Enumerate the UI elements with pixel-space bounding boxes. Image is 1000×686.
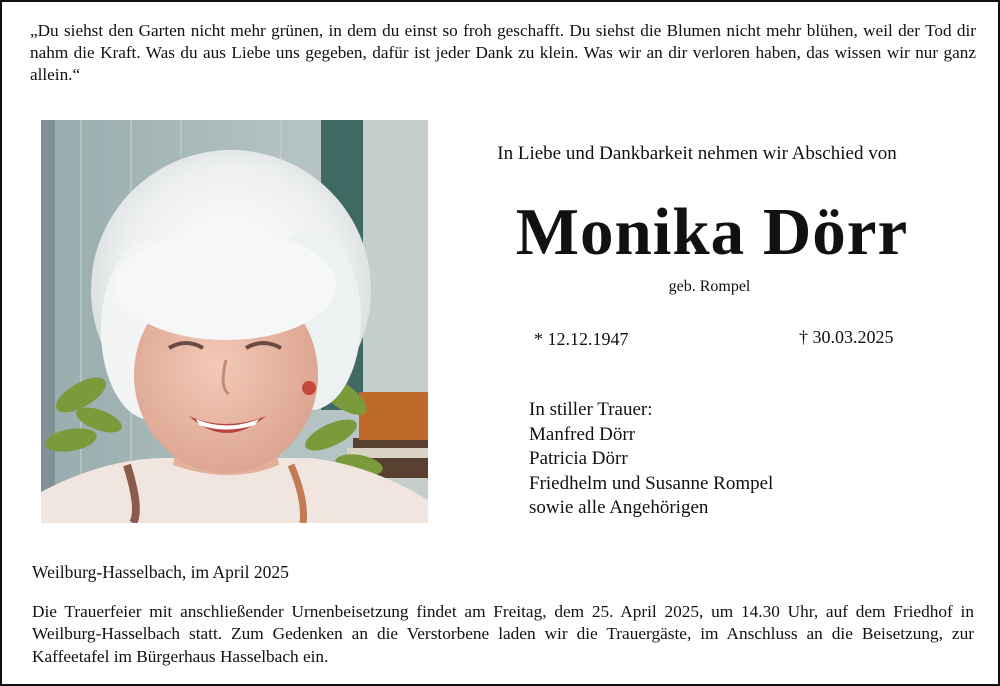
mourners-list [529,398,773,521]
farewell-intro: In Liebe und Dankbarkeit nehmen wir Abschied von [497,143,897,164]
maiden-name: geb. Rompel [668,278,751,295]
deceased-name: Monika Dörr [515,195,909,269]
birth-date: * 12.12.1947 [534,329,629,349]
mourner-name: Patricia Dörr [529,448,628,469]
portrait-photo [41,120,428,523]
funeral-service-info: Die Trauerfeier mit anschließender Urnenbeisetzung findet am Freitag, dem 25. April 2025, um 14.30 Uhr, auf dem Friedhof in Weilburg-Hasselbach statt. Zum Gedenken an die Verstorbene laden wir die Trauergäste, im Anschluss an die Beisetzung, zur Kaffeetafel im Bürgerhaus Hasselbach ein. [32,602,974,666]
mourner-name: Friedhelm und Susanne Rompel [529,472,774,494]
mourner-name: Manfred Dörr [529,423,636,445]
memorial-quote: „Du siehst den Garten nicht mehr grünen, in dem du einst so froh geschafft. Du siehst die Blumen nicht mehr blühen, weil der Tod dir nahm die Kraft. Was du aus Liebe uns gegeben, dafür ist jeder Dank zu klein. Was wir an dir verloren haben, das wissen wir nur ganz allein.“ [30,21,976,84]
death-date: † 30.03.2025 [799,327,894,347]
mourner-name: sowie alle Angehörigen [529,497,709,518]
mourners-heading: In stiller Trauer: [529,399,653,420]
place-date: Weilburg-Hasselbach, im April 2025 [32,562,289,582]
